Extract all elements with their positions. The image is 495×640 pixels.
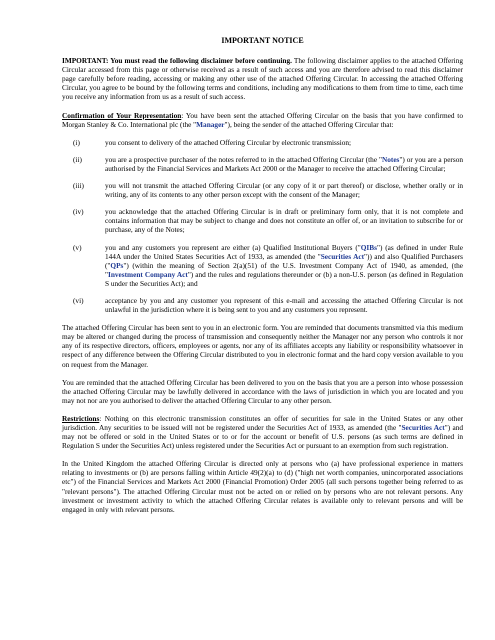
list-item-number: (ii) xyxy=(73,154,82,164)
uk-paragraph: In the United Kingdom the attached Offering Circular is directed only at persons who (a) have professional experience in matters relating to investments or (b) are persons falling within Article 49(2)(a) to (d) ("high net worth companies, unincorporated associations etc") of the Financial Services and Markets Act 2000 (Financial Promotion) Order 2005 (all such persons together being referred to as "relevant persons"). The attached Offering Circular must not be acted on or relied on by persons who are not relevant persons. Any investment or investment activity to which the attached Offering Circular relates is available only to relevant persons and will be engaged in only with relevant persons. xyxy=(62,459,463,514)
list-item xyxy=(62,155,463,173)
list-item xyxy=(62,243,463,288)
defined-term: Investment Company Act xyxy=(107,269,188,279)
confirmation-text-2: "), being the sender of the attached Offering Circular that: xyxy=(224,119,394,129)
restrictions-paragraph xyxy=(62,414,463,450)
list-item-text: ") and the rules and regulations thereunder or (b) a non-U.S. person (as defined in Regulation S under the Securities Act); and xyxy=(105,269,463,288)
reminder-paragraph: You are reminded that the attached Offering Circular has been delivered to you on the basis that you are a person into whose possession the attached Offering Circular may be lawfully delivered in accordance with the laws of jurisdiction in which you are located and you may not nor are you authorised to deliver the attached Offering Circular to any other person. xyxy=(62,377,463,405)
page-title: IMPORTANT NOTICE xyxy=(221,36,304,45)
restrictions-text-1: : Nothing on this electronic transmission constitutes an offer of securities for sale in the United States or any other jurisdiction. Any securities to be issued will not be registered under the Securities Act of 1933, as amended (the " xyxy=(62,413,463,432)
list-item-text: you are a prospective purchaser of the notes referred to in the attached Offering Circular (the " xyxy=(105,154,382,164)
defined-term: QIBs xyxy=(360,242,377,252)
confirmation-paragraph xyxy=(62,111,463,129)
restrictions-heading: Restrictions xyxy=(62,413,100,423)
list-item-text: ") (within the meaning of Section 2(a)(51) of the U.S. Investment Company Act of 1940, as amended, (the " xyxy=(105,260,463,279)
list-item-text: ")) and also Qualified Purchasers (" xyxy=(105,251,463,270)
list-item xyxy=(62,138,463,147)
list-item-text: you will not transmit the attached Offering Circular (or any copy of it or part thereof) or disclose, whether orally or in writing, any of its contents to any other person except with the consent of the Manager; xyxy=(105,181,463,200)
list-item-number: (v) xyxy=(73,242,82,252)
defined-term: Securities Act xyxy=(320,251,365,261)
electronic-form-paragraph: The attached Offering Circular has been sent to you in an electronic form. You are reminded that documents transmitted via this medium may be altered or changed during the process of transmission and consequently neither the Manager nor any person who controls it nor any of its respective directors, officers, employees or agents, nor any of its affiliates accepts any liability or responsibility whatsoever in respect of any difference between the Offering Circular distributed to you in electronic format and the hard copy version available to you on request from the Manager. xyxy=(62,323,463,369)
confirmation-text-1: : You have been sent the attached Offering Circular on the basis that you have confirmed to Morgan Stanley & Co. International plc (the " xyxy=(62,110,463,129)
list-item-text: you and any customers you represent are either (a) Qualified Institutional Buyers (" xyxy=(105,242,361,252)
defined-term: Notes xyxy=(381,154,400,164)
list-item-number: (vi) xyxy=(73,295,84,305)
list-item-text: you acknowledge that the attached Offering Circular is in draft or preliminary form only, that it is not complete and contains information that may be subject to change and does not constitute an offer of, or an invitation to subscribe for or purchase, any of the Notes; xyxy=(105,207,463,235)
list-item xyxy=(62,181,463,199)
intro-lead: IMPORTANT: You must read the following disclaimer before continuing. xyxy=(62,56,292,66)
securities-act-term: Securities Act xyxy=(401,423,445,432)
list-item-text: ") or you are a person authorised by the Financial Services and Markets Act 2000 or the Manager to receive the attached Offering Circular; xyxy=(105,154,464,173)
list-item-number: (iv) xyxy=(73,207,84,217)
confirmation-heading: Confirmation of Your Representation xyxy=(62,110,182,120)
restrictions-text-2: ") and may not be offered or sold in the United States or to or for the account or benefit of U.S. persons (as such terms are defined in Regulation S under the Securities Act) unless registered under the Securities Act or pursuant to an exemption from such registration. xyxy=(62,423,463,451)
list-item-number: (i) xyxy=(73,137,80,147)
list-item-text: acceptance by you and any customer you represent of this e-mail and accessing the attached Offering Circular is not unlawful in the jurisdiction where it is being sent to you and any customers you represent. xyxy=(105,295,463,315)
representation-list xyxy=(62,138,463,314)
list-item xyxy=(62,207,463,234)
intro-paragraph xyxy=(62,56,463,101)
list-item-text: you consent to delivery of the attached Offering Circular by electronic transmission; xyxy=(105,137,352,147)
intro-text: The following disclaimer applies to the attached Offering Circular accessed from this page or otherwise received as a result of such access and you are therefore advised to read this disclaimer page carefully before reading, accessing or making any other use of the attached Offering Circular. In accessing the attached Offering Circular, you agree to be bound by the following terms and conditions, including any modifications to them from time to time, each time you receive any information from us as a result of such access. xyxy=(62,56,463,102)
list-item-text: ") (as defined in under Rule 144A under the United States Securities Act of 1933, as amended (the " xyxy=(105,242,463,261)
list-item xyxy=(62,296,463,314)
manager-term: Manager xyxy=(196,119,225,129)
list-item-number: (iii) xyxy=(73,181,84,191)
defined-term: QPs xyxy=(110,260,124,270)
